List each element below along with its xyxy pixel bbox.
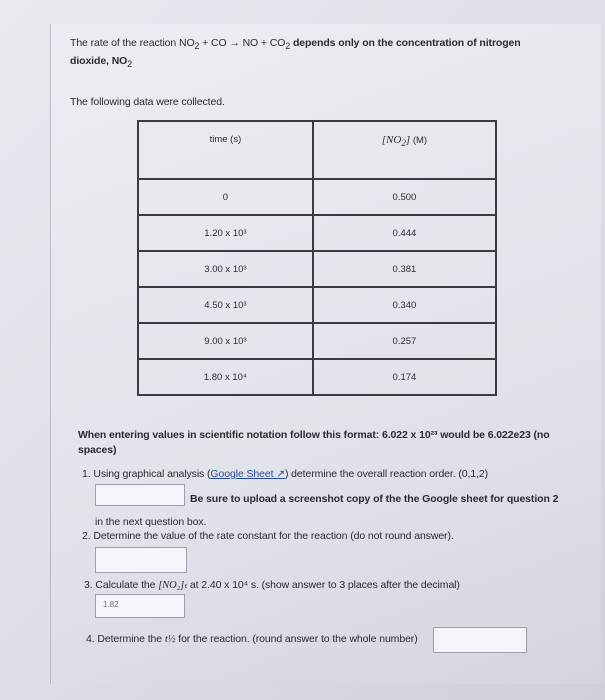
table-row <box>138 179 496 215</box>
table-row <box>138 215 496 251</box>
scientific-notation-note: When entering values in scientific notation follow this format: 6.022 x 10²³ would be 6.022e23 (no spaces) <box>78 429 550 456</box>
concentration-bracket: ] <box>405 134 411 146</box>
conc-cell: 0.340 <box>313 287 496 323</box>
google-sheet-link[interactable]: Google Sheet ↗ <box>210 468 285 480</box>
intro-subscript: 2 <box>194 41 200 52</box>
question-3-answer-value: 1.82 <box>103 600 119 609</box>
table-row <box>138 359 496 395</box>
intro-text: The rate of the reaction NO <box>70 37 195 49</box>
question-4 <box>86 632 446 647</box>
problem-statement <box>70 36 550 72</box>
question-4-text: 4. Determine the <box>86 633 165 645</box>
concentration-unit: (M) <box>410 135 428 146</box>
concentration-header <box>313 121 496 179</box>
table-row <box>138 323 496 359</box>
question-2: 2. Determine the value of the rate constant for the reaction (do not round answer). <box>82 530 454 542</box>
question-3-text: 3. Calculate the <box>84 579 159 591</box>
concentration-symbol: [NO <box>381 134 402 146</box>
question-1 <box>82 467 562 482</box>
table-header-row <box>138 121 496 179</box>
concentration-expression: [NO₂]ₜ <box>158 580 188 591</box>
time-header: time (s) <box>138 121 313 179</box>
time-cell: 4.50 x 10³ <box>138 287 313 323</box>
half-life-symbol: t½ <box>164 634 176 645</box>
conc-cell: 0.381 <box>313 251 496 287</box>
question-4-text: for the reaction. (round answer to the whole number) <box>175 633 418 645</box>
question-4-answer-input[interactable] <box>433 627 527 653</box>
time-cell: 1.20 x 10³ <box>138 215 313 251</box>
question-1-answer-input[interactable] <box>95 484 185 506</box>
upload-note: Be sure to upload a screenshot copy of the the Google sheet for question 2 <box>190 493 559 505</box>
intro-subscript: 2 <box>285 41 291 52</box>
intro-subscript: 2 <box>127 59 133 70</box>
time-cell: 1.80 x 10⁴ <box>138 359 313 395</box>
data-caption: The following data were collected. <box>70 96 225 108</box>
conc-cell: 0.444 <box>313 215 496 251</box>
question-1-text: ) determine the overall reaction order. (0,1,2) <box>284 468 489 480</box>
table-row <box>138 287 496 323</box>
conc-cell: 0.500 <box>313 179 496 215</box>
conc-cell: 0.174 <box>313 359 496 395</box>
next-box-note: in the next question box. <box>95 516 207 528</box>
conc-cell: 0.257 <box>313 323 496 359</box>
table-row <box>138 251 496 287</box>
time-cell: 9.00 x 10³ <box>138 323 313 359</box>
data-table <box>137 120 497 396</box>
intro-text: + CO → NO + CO <box>199 37 286 49</box>
concentration-subscript: 2 <box>401 138 406 149</box>
question-3-text: at 2.40 x 10⁴ s. (show answer to 3 places after the decimal) <box>187 579 460 591</box>
time-cell: 0 <box>138 179 313 215</box>
question-2-answer-input[interactable] <box>95 547 187 573</box>
intro-text: dioxide, NO <box>70 55 128 68</box>
question-3 <box>84 578 564 593</box>
time-cell: 3.00 x 10³ <box>138 251 313 287</box>
question-1-text: 1. Using graphical analysis ( <box>82 468 211 480</box>
intro-text: depends only on the concentration of nitrogen <box>290 37 521 49</box>
